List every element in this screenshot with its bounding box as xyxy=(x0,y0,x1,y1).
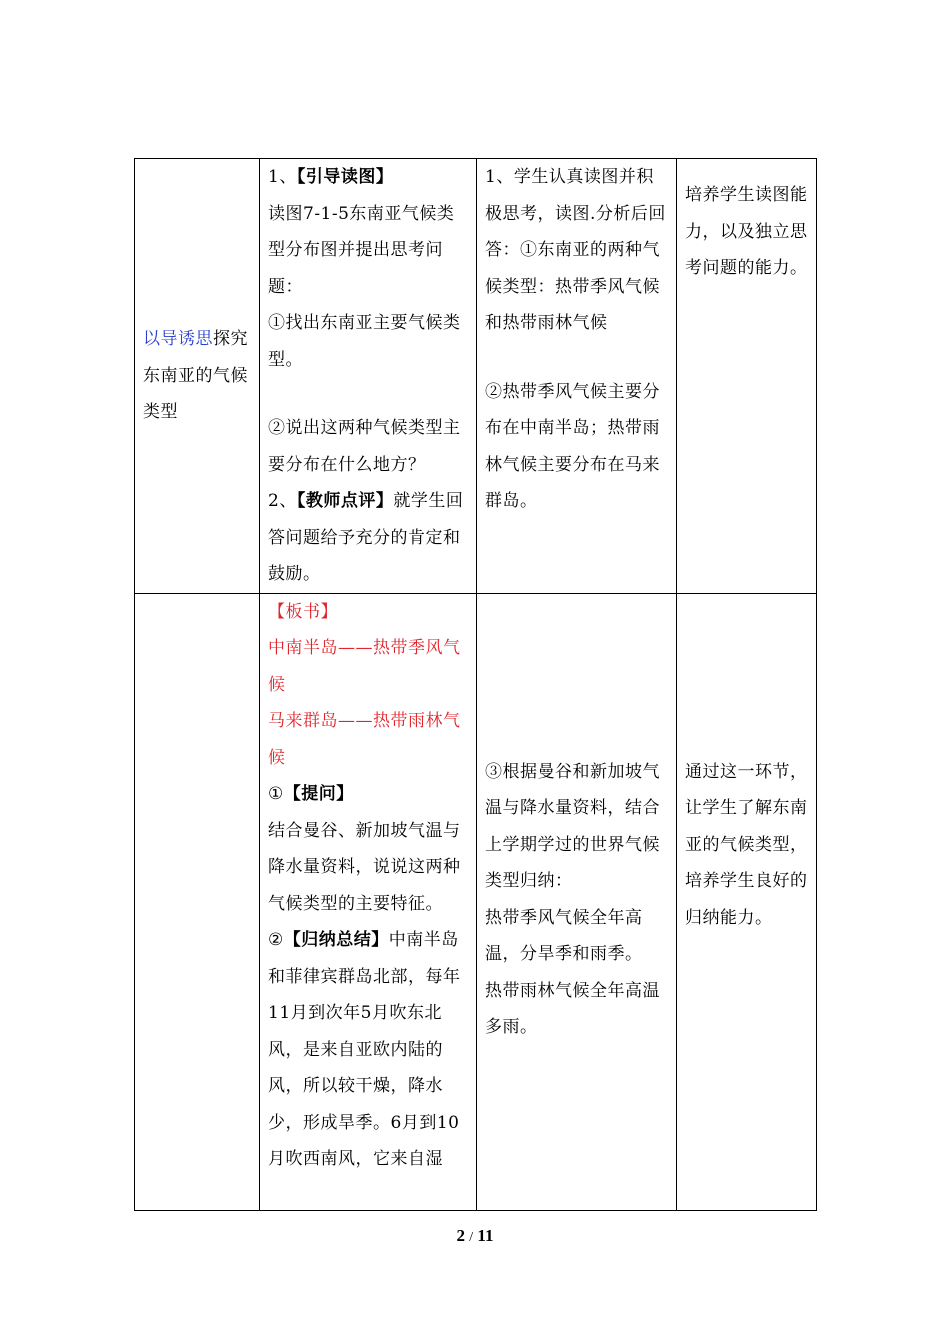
stage-cell xyxy=(135,159,260,594)
board-line-2: 马来群岛——热带雨林气候 xyxy=(268,711,461,768)
lesson-plan-table xyxy=(134,158,817,1211)
design-intent-cell xyxy=(677,159,817,594)
student-answer-1: 1、学生认真读图并积极思考，读图.分析后回答：①东南亚的两种气候类型：热带季风气候和热带雨林气候 xyxy=(485,167,666,333)
student-summary-intro: ③根据曼谷和新加坡气温与降水量资料，结合上学期学过的世界气候类型归纳： xyxy=(485,761,660,891)
question-text: 结合曼谷、新加坡气温与降水量资料，说说这两种气候类型的主要特征。 xyxy=(268,820,461,914)
design-intent-text: 通过这一环节，让学生了解东南亚的气候类型，培养学生良好的归纳能力。 xyxy=(685,761,808,928)
question-2: ②说出这两种气候类型主要分布在什么地方？ xyxy=(268,418,461,475)
design-intent-cell xyxy=(677,593,817,1210)
student-activity-cell xyxy=(477,593,677,1210)
student-summary-rainforest: 热带雨林气候全年高温多雨。 xyxy=(485,980,660,1037)
stage-highlight: 以导诱思 xyxy=(143,329,213,349)
step-read-map: 1、【引导读图】 xyxy=(268,167,394,187)
page-number xyxy=(0,1226,950,1246)
step-summary: ②【归纳总结】中南半岛和菲律宾群岛北部，每年11月到次年5月吹东北风，是来自亚欧内陆的风，所以较干燥，降水少，形成旱季。6月到10月吹西南风，它来自湿 xyxy=(268,930,461,1169)
total-pages: 11 xyxy=(477,1226,494,1245)
student-summary-monsoon: 热带季风气候全年高温，分旱季和雨季。 xyxy=(485,907,643,964)
teacher-activity-cell xyxy=(260,593,477,1210)
student-answer-2: ②热带季风气候主要分布在中南半岛；热带雨林气候主要分布在马来群岛。 xyxy=(485,381,660,511)
teacher-activity-cell xyxy=(260,159,477,594)
design-intent-text: 培养学生读图能力，以及独立思考问题的能力。 xyxy=(685,185,808,278)
step-teacher-comment: 2、【教师点评】就学生回答问题给予充分的肯定和鼓励。 xyxy=(268,491,464,584)
current-page: 2 xyxy=(456,1226,466,1245)
board-line-1: 中南半岛——热带季风气候 xyxy=(268,638,461,695)
student-activity-cell xyxy=(477,159,677,594)
step-question: ①【提问】 xyxy=(268,784,354,804)
read-map-instruction: 读图7-1-5东南亚气候类型分布图并提出思考问题： xyxy=(268,203,455,297)
stage-text: 探究东南亚的气候类型 xyxy=(143,329,248,422)
table-row xyxy=(135,593,817,1210)
page-separator: / xyxy=(469,1230,474,1245)
table-row xyxy=(135,159,817,594)
stage-cell-empty xyxy=(135,593,260,1210)
board-tag: 【板书】 xyxy=(268,601,338,622)
question-1: ①找出东南亚主要气候类型。 xyxy=(268,313,461,370)
